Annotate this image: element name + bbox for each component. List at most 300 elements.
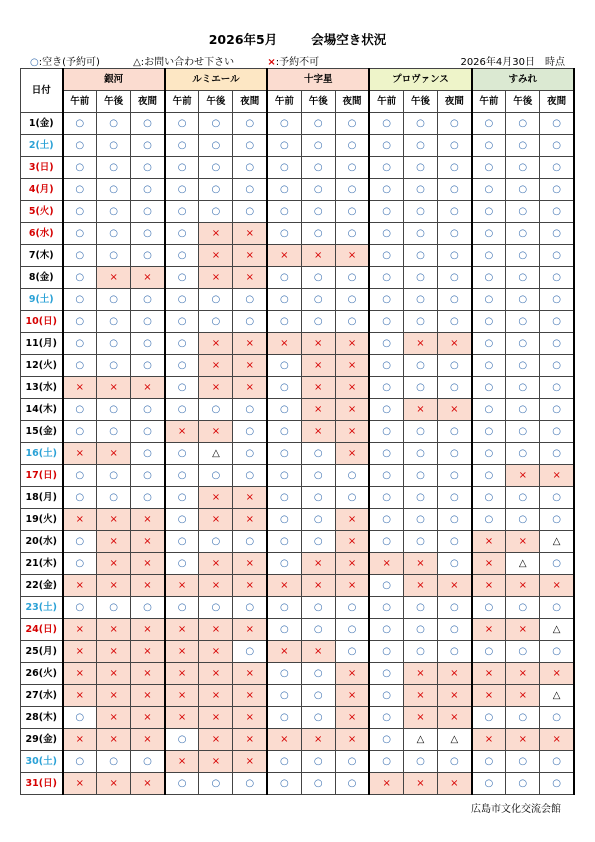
- available-mark: ○: [109, 491, 118, 503]
- slot-cell-available: [506, 399, 540, 421]
- date-row: [21, 311, 575, 333]
- date-cell: 1(金): [21, 113, 63, 135]
- available-mark: ○: [449, 469, 459, 481]
- slot-cell-available: [335, 157, 369, 179]
- slot-cell-available: [369, 751, 403, 773]
- slot-cell-unavailable: [131, 641, 165, 663]
- available-mark: ○: [347, 645, 357, 657]
- slot-cell-available: [438, 487, 472, 509]
- available-mark: ○: [211, 117, 221, 129]
- slot-cell-available: [63, 333, 97, 355]
- slot-cell-available: [335, 465, 369, 487]
- available-mark: ○: [552, 711, 562, 723]
- slot-cell-available: [506, 641, 540, 663]
- slot-cell-available: [506, 443, 540, 465]
- slot-cell-unavailable: [131, 619, 165, 641]
- unavailable-mark: ×: [314, 381, 323, 393]
- slot-cell-available: [403, 113, 437, 135]
- available-mark: ○: [449, 183, 459, 195]
- unavailable-mark: ×: [416, 579, 425, 591]
- unavailable-mark: ×: [245, 557, 254, 569]
- slot-cell-available: [438, 377, 472, 399]
- available-mark: ○: [484, 139, 494, 151]
- slot-cell-available: [267, 135, 301, 157]
- slot-cell-available: [506, 751, 540, 773]
- unavailable-mark: ×: [347, 733, 357, 745]
- unavailable-mark: ×: [484, 623, 494, 635]
- slot-cell-available: [369, 707, 403, 729]
- slot-cell-available: [335, 113, 369, 135]
- slot-cell-unavailable: [233, 487, 267, 509]
- available-mark: ○: [347, 601, 357, 613]
- available-mark: ○: [484, 469, 494, 481]
- slot-cell-unavailable: [335, 707, 369, 729]
- unavailable-mark: ×: [314, 579, 323, 591]
- available-mark: ○: [416, 491, 425, 503]
- slot-cell-available: [267, 751, 301, 773]
- slot-cell-unavailable: [267, 729, 301, 751]
- slot-header-row: [21, 91, 575, 113]
- unavailable-mark: ×: [211, 557, 221, 569]
- slot-cell-available: [438, 157, 472, 179]
- available-mark: ○: [449, 425, 459, 437]
- slot-cell-available: [472, 245, 506, 267]
- available-mark: ○: [449, 447, 459, 459]
- available-mark: ○: [245, 535, 255, 547]
- unavailable-mark: ×: [245, 359, 254, 371]
- venue-header: プロヴァンス: [369, 69, 471, 91]
- slot-cell-unavailable: [438, 333, 472, 355]
- unavailable-mark: ×: [211, 249, 221, 261]
- slot-cell-available: [369, 179, 403, 201]
- legend-available-symbol: ○: [30, 57, 39, 68]
- available-mark: ○: [143, 447, 152, 459]
- slot-cell-available: [131, 113, 165, 135]
- slot-cell-available: [472, 377, 506, 399]
- slot-cell-unavailable: [438, 399, 472, 421]
- available-mark: ○: [416, 755, 425, 767]
- available-mark: ○: [279, 227, 289, 239]
- slot-header: 午前: [267, 91, 301, 113]
- slot-cell-available: [165, 597, 199, 619]
- unavailable-mark: ×: [552, 667, 561, 679]
- slot-header: 夜間: [131, 91, 165, 113]
- slot-header: 夜間: [335, 91, 369, 113]
- available-mark: ○: [382, 117, 391, 129]
- available-mark: ○: [75, 161, 85, 173]
- available-mark: ○: [552, 315, 562, 327]
- slot-cell-unavailable: [540, 465, 574, 487]
- available-mark: ○: [382, 183, 391, 195]
- venue-header: ルミエール: [165, 69, 267, 91]
- slot-cell-available: [540, 597, 574, 619]
- available-mark: ○: [143, 315, 152, 327]
- slot-cell-unavailable: [301, 421, 335, 443]
- slot-cell-unavailable: [335, 245, 369, 267]
- date-cell: 31(日): [21, 773, 63, 795]
- slot-cell-available: [131, 597, 165, 619]
- slot-cell-available: [403, 619, 437, 641]
- date-row: [21, 509, 575, 531]
- unavailable-mark: ×: [109, 557, 118, 569]
- date-row: [21, 619, 575, 641]
- slot-cell-unavailable: [199, 421, 233, 443]
- slot-cell-unavailable: [199, 377, 233, 399]
- unavailable-mark: ×: [245, 579, 254, 591]
- slot-cell-available: [131, 333, 165, 355]
- slot-cell-inquire: [438, 729, 472, 751]
- slot-cell-unavailable: [540, 575, 574, 597]
- slot-cell-available: [165, 465, 199, 487]
- slot-cell-available: [267, 773, 301, 795]
- date-row: [21, 487, 575, 509]
- date-row: [21, 223, 575, 245]
- unavailable-mark: ×: [245, 381, 254, 393]
- available-mark: ○: [109, 755, 118, 767]
- legend-inquire-text: :お問い合わせ下さい: [140, 57, 235, 68]
- unavailable-mark: ×: [211, 337, 221, 349]
- available-mark: ○: [177, 381, 187, 393]
- date-row: [21, 355, 575, 377]
- slot-cell-available: [472, 333, 506, 355]
- slot-cell-available: [438, 751, 472, 773]
- slot-cell-unavailable: [131, 553, 165, 575]
- available-mark: ○: [552, 161, 562, 173]
- unavailable-mark: ×: [211, 227, 221, 239]
- slot-cell-available: [438, 355, 472, 377]
- date-row: [21, 377, 575, 399]
- unavailable-mark: ×: [347, 689, 357, 701]
- legend: [30, 53, 349, 68]
- slot-cell-available: [403, 443, 437, 465]
- slot-cell-available: [63, 113, 97, 135]
- available-mark: ○: [347, 227, 357, 239]
- slot-cell-unavailable: [301, 641, 335, 663]
- slot-cell-available: [233, 113, 267, 135]
- slot-cell-available: [540, 399, 574, 421]
- slot-cell-available: [369, 333, 403, 355]
- slot-cell-available: [335, 267, 369, 289]
- slot-cell-available: [165, 531, 199, 553]
- slot-cell-available: [335, 311, 369, 333]
- available-mark: ○: [552, 447, 562, 459]
- date-row: [21, 663, 575, 685]
- slot-cell-available: [267, 443, 301, 465]
- available-mark: ○: [518, 293, 528, 305]
- slot-cell-available: [165, 289, 199, 311]
- available-mark: ○: [177, 205, 187, 217]
- date-row: [21, 751, 575, 773]
- slot-cell-available: [63, 179, 97, 201]
- unavailable-mark: ×: [314, 249, 323, 261]
- unavailable-mark: ×: [518, 667, 527, 679]
- unavailable-mark: ×: [211, 513, 221, 525]
- date-cell: 12(火): [21, 355, 63, 377]
- date-row: [21, 685, 575, 707]
- unavailable-mark: ×: [450, 689, 459, 701]
- slot-cell-unavailable: [506, 619, 540, 641]
- available-mark: ○: [245, 315, 255, 327]
- slot-cell-available: [301, 597, 335, 619]
- available-mark: ○: [109, 425, 118, 437]
- unavailable-mark: ×: [280, 579, 289, 591]
- slot-cell-unavailable: [335, 421, 369, 443]
- slot-cell-available: [267, 685, 301, 707]
- slot-cell-available: [63, 289, 97, 311]
- slot-cell-available: [506, 377, 540, 399]
- slot-cell-available: [199, 597, 233, 619]
- slot-cell-unavailable: [335, 729, 369, 751]
- unavailable-mark: ×: [245, 513, 254, 525]
- slot-cell-available: [97, 597, 131, 619]
- unavailable-mark: ×: [552, 579, 561, 591]
- unavailable-mark: ×: [314, 557, 323, 569]
- available-mark: ○: [382, 469, 391, 481]
- available-mark: ○: [416, 249, 425, 261]
- unavailable-mark: ×: [75, 623, 84, 635]
- slot-cell-unavailable: [472, 531, 506, 553]
- slot-cell-unavailable: [233, 619, 267, 641]
- unavailable-mark: ×: [143, 667, 152, 679]
- slot-cell-unavailable: [335, 685, 369, 707]
- available-mark: ○: [416, 535, 425, 547]
- slot-cell-available: [165, 157, 199, 179]
- available-mark: ○: [347, 491, 357, 503]
- unavailable-mark: ×: [347, 535, 357, 547]
- slot-cell-available: [335, 289, 369, 311]
- slot-cell-available: [301, 289, 335, 311]
- slot-cell-available: [97, 157, 131, 179]
- slot-cell-available: [472, 751, 506, 773]
- availability-body: [21, 113, 575, 795]
- available-mark: ○: [518, 777, 528, 789]
- unavailable-mark: ×: [75, 667, 84, 679]
- slot-cell-available: [540, 355, 574, 377]
- available-mark: ○: [75, 711, 85, 723]
- slot-cell-available: [403, 377, 437, 399]
- slot-cell-unavailable: [403, 399, 437, 421]
- unavailable-mark: ×: [143, 513, 152, 525]
- slot-cell-available: [267, 553, 301, 575]
- available-mark: ○: [416, 293, 425, 305]
- available-mark: ○: [279, 205, 289, 217]
- slot-cell-available: [369, 465, 403, 487]
- available-mark: ○: [313, 227, 323, 239]
- slot-cell-available: [335, 641, 369, 663]
- slot-header: 午後: [199, 91, 233, 113]
- slot-cell-inquire: [506, 553, 540, 575]
- available-mark: ○: [449, 557, 459, 569]
- available-mark: ○: [75, 183, 85, 195]
- available-mark: ○: [313, 755, 323, 767]
- unavailable-mark: ×: [245, 337, 254, 349]
- unavailable-mark: ×: [347, 579, 357, 591]
- unavailable-mark: ×: [109, 623, 118, 635]
- available-mark: ○: [211, 293, 221, 305]
- slot-cell-unavailable: [233, 729, 267, 751]
- slot-cell-available: [199, 531, 233, 553]
- date-cell: 6(水): [21, 223, 63, 245]
- unavailable-mark: ×: [245, 667, 254, 679]
- unavailable-mark: ×: [177, 645, 187, 657]
- slot-cell-available: [540, 223, 574, 245]
- slot-cell-unavailable: [233, 707, 267, 729]
- slot-cell-unavailable: [233, 685, 267, 707]
- slot-cell-inquire: [199, 443, 233, 465]
- available-mark: ○: [211, 469, 221, 481]
- slot-cell-available: [335, 179, 369, 201]
- slot-cell-available: [97, 487, 131, 509]
- available-mark: ○: [552, 183, 562, 195]
- slot-cell-available: [233, 531, 267, 553]
- slot-cell-available: [438, 421, 472, 443]
- slot-cell-available: [438, 311, 472, 333]
- date-cell: 14(木): [21, 399, 63, 421]
- unavailable-mark: ×: [143, 579, 152, 591]
- slot-header: 午前: [63, 91, 97, 113]
- available-mark: ○: [484, 161, 494, 173]
- slot-cell-available: [540, 443, 574, 465]
- date-cell: 20(水): [21, 531, 63, 553]
- slot-cell-available: [165, 443, 199, 465]
- available-mark: ○: [449, 139, 459, 151]
- available-mark: ○: [484, 117, 494, 129]
- available-mark: ○: [484, 755, 494, 767]
- unavailable-mark: ×: [75, 645, 84, 657]
- date-row: [21, 421, 575, 443]
- unavailable-mark: ×: [314, 425, 323, 437]
- unavailable-mark: ×: [245, 733, 254, 745]
- slot-cell-available: [63, 531, 97, 553]
- available-mark: ○: [279, 271, 289, 283]
- available-mark: ○: [143, 227, 152, 239]
- slot-cell-available: [267, 465, 301, 487]
- slot-cell-unavailable: [165, 575, 199, 597]
- slot-cell-available: [369, 443, 403, 465]
- slot-cell-available: [403, 421, 437, 443]
- available-mark: ○: [211, 139, 221, 151]
- unavailable-mark: ×: [416, 403, 425, 415]
- available-mark: ○: [313, 447, 323, 459]
- slot-cell-available: [438, 465, 472, 487]
- available-mark: ○: [75, 249, 85, 261]
- slot-cell-available: [438, 245, 472, 267]
- slot-cell-available: [233, 641, 267, 663]
- available-mark: ○: [449, 359, 459, 371]
- slot-cell-unavailable: [199, 641, 233, 663]
- unavailable-mark: ×: [143, 535, 152, 547]
- slot-cell-available: [301, 619, 335, 641]
- slot-cell-available: [63, 399, 97, 421]
- inquire-mark: △: [552, 623, 561, 635]
- available-mark: ○: [382, 425, 391, 437]
- slot-cell-available: [540, 421, 574, 443]
- available-mark: ○: [109, 315, 118, 327]
- slot-cell-available: [267, 311, 301, 333]
- available-mark: ○: [382, 293, 391, 305]
- available-mark: ○: [518, 381, 528, 393]
- available-mark: ○: [382, 337, 391, 349]
- slot-cell-unavailable: [233, 377, 267, 399]
- available-mark: ○: [382, 249, 391, 261]
- unavailable-mark: ×: [211, 733, 221, 745]
- slot-cell-available: [335, 201, 369, 223]
- slot-cell-available: [506, 179, 540, 201]
- available-mark: ○: [279, 623, 289, 635]
- slot-cell-unavailable: [233, 553, 267, 575]
- slot-cell-available: [97, 179, 131, 201]
- slot-cell-unavailable: [506, 663, 540, 685]
- slot-cell-available: [165, 267, 199, 289]
- slot-cell-unavailable: [131, 685, 165, 707]
- unavailable-mark: ×: [211, 645, 221, 657]
- slot-cell-available: [165, 333, 199, 355]
- available-mark: ○: [416, 271, 425, 283]
- available-mark: ○: [313, 205, 323, 217]
- unavailable-mark: ×: [143, 689, 152, 701]
- slot-cell-available: [369, 729, 403, 751]
- date-row: [21, 641, 575, 663]
- available-mark: ○: [109, 205, 118, 217]
- slot-cell-available: [301, 135, 335, 157]
- slot-cell-available: [369, 597, 403, 619]
- slot-cell-available: [506, 201, 540, 223]
- date-cell: 7(木): [21, 245, 63, 267]
- slot-cell-available: [540, 377, 574, 399]
- unavailable-mark: ×: [211, 491, 221, 503]
- unavailable-mark: ×: [143, 777, 152, 789]
- slot-cell-available: [403, 355, 437, 377]
- slot-cell-available: [63, 311, 97, 333]
- slot-cell-available: [369, 113, 403, 135]
- slot-cell-available: [165, 201, 199, 223]
- available-mark: ○: [347, 117, 357, 129]
- slot-cell-available: [472, 289, 506, 311]
- unavailable-mark: ×: [416, 777, 425, 789]
- slot-cell-available: [165, 135, 199, 157]
- slot-cell-unavailable: [131, 773, 165, 795]
- slot-cell-available: [301, 113, 335, 135]
- date-row: [21, 597, 575, 619]
- slot-cell-available: [233, 157, 267, 179]
- slot-cell-available: [131, 465, 165, 487]
- slot-cell-available: [506, 113, 540, 135]
- slot-cell-available: [301, 487, 335, 509]
- available-mark: ○: [449, 755, 459, 767]
- unavailable-mark: ×: [280, 645, 289, 657]
- available-mark: ○: [279, 381, 289, 393]
- unavailable-mark: ×: [347, 403, 357, 415]
- slot-cell-unavailable: [199, 223, 233, 245]
- available-mark: ○: [245, 403, 255, 415]
- available-mark: ○: [279, 469, 289, 481]
- available-mark: ○: [279, 491, 289, 503]
- title-label: 会場空き状況: [311, 32, 387, 47]
- slot-cell-available: [165, 179, 199, 201]
- available-mark: ○: [279, 403, 289, 415]
- slot-cell-unavailable: [97, 443, 131, 465]
- slot-cell-available: [335, 773, 369, 795]
- slot-cell-available: [369, 663, 403, 685]
- slot-cell-available: [165, 245, 199, 267]
- slot-cell-available: [506, 597, 540, 619]
- date-row: [21, 135, 575, 157]
- slot-cell-available: [472, 421, 506, 443]
- slot-cell-unavailable: [335, 377, 369, 399]
- unavailable-mark: ×: [143, 733, 152, 745]
- slot-header: 午後: [97, 91, 131, 113]
- slot-cell-available: [335, 619, 369, 641]
